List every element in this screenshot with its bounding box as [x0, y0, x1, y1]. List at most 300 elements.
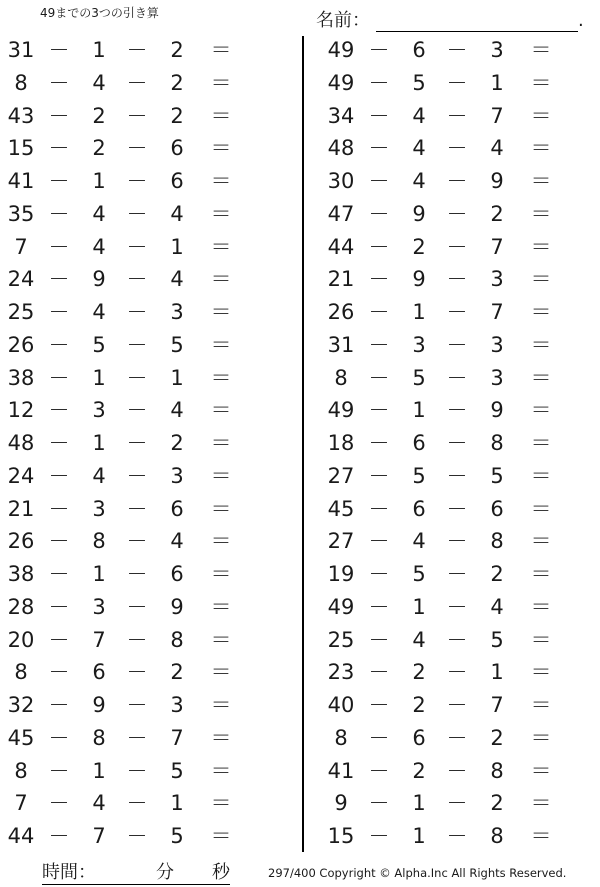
problem-row	[320, 525, 600, 557]
problem-row	[0, 67, 280, 99]
first-number: 7	[14, 791, 28, 816]
equals-sign: ＝	[210, 136, 232, 161]
problem-row	[320, 558, 600, 590]
minus-sign: －	[126, 693, 148, 717]
first-number: 38	[7, 562, 35, 586]
equals-sign: ＝	[530, 660, 552, 685]
minus-sign: －	[48, 496, 70, 521]
minus-sign: －	[368, 332, 390, 357]
third-number: 2	[490, 725, 504, 750]
problem-row	[0, 820, 280, 852]
minus-sign: －	[446, 300, 468, 324]
third-number: 3	[490, 332, 504, 357]
equals-sign: ＝	[210, 267, 232, 292]
equals-sign: ＝	[210, 463, 232, 488]
minus-sign: －	[126, 562, 148, 586]
copyright-notice: 297/400 Copyright © Alpha.Inc All Rights Reserved.	[268, 866, 567, 880]
equals-sign: ＝	[530, 431, 552, 455]
first-number: 25	[327, 627, 355, 652]
problem-row	[320, 100, 600, 132]
third-number: 2	[170, 660, 184, 685]
problem-row	[320, 820, 600, 852]
problem-row	[320, 362, 600, 394]
minus-sign: －	[368, 824, 390, 848]
third-number: 7	[170, 725, 184, 750]
first-number: 9	[334, 791, 348, 816]
problem-row	[0, 460, 280, 492]
equals-sign: ＝	[210, 824, 232, 848]
minus-sign: －	[126, 791, 148, 816]
problem-row	[0, 624, 280, 656]
equals-sign: ＝	[530, 234, 552, 259]
third-number: 5	[170, 332, 184, 357]
minus-sign: －	[446, 398, 468, 423]
first-number: 8	[334, 365, 348, 390]
minus-sign: －	[126, 594, 148, 619]
third-number: 2	[170, 431, 184, 455]
third-number: 4	[170, 267, 184, 292]
equals-sign: ＝	[210, 758, 232, 783]
minus-sign: －	[48, 594, 70, 619]
equals-sign: ＝	[530, 791, 552, 816]
second-number: 4	[412, 169, 426, 193]
first-number: 45	[327, 496, 355, 521]
first-number: 24	[7, 267, 35, 292]
minus-sign: －	[48, 70, 70, 95]
first-number: 41	[327, 758, 355, 783]
third-number: 8	[490, 824, 504, 848]
minus-sign: －	[126, 627, 148, 652]
second-number: 6	[412, 431, 426, 455]
second-number: 9	[92, 267, 106, 292]
problem-row	[320, 689, 600, 721]
second-number: 1	[92, 38, 106, 62]
second-number: 4	[92, 463, 106, 488]
minus-sign: －	[368, 70, 390, 95]
third-number: 4	[170, 201, 184, 226]
problem-row	[0, 132, 280, 164]
minus-sign: －	[48, 791, 70, 816]
minus-sign: －	[126, 332, 148, 357]
third-number: 3	[170, 300, 184, 324]
equals-sign: ＝	[530, 169, 552, 193]
equals-sign: ＝	[530, 693, 552, 717]
first-number: 8	[334, 725, 348, 750]
second-number: 2	[92, 136, 106, 161]
first-number: 26	[7, 332, 35, 357]
equals-sign: ＝	[530, 529, 552, 554]
second-number: 1	[92, 169, 106, 193]
minus-sign: －	[126, 38, 148, 62]
equals-sign: ＝	[210, 169, 232, 193]
first-number: 15	[327, 824, 355, 848]
minus-sign: －	[368, 234, 390, 259]
problem-row	[0, 100, 280, 132]
equals-sign: ＝	[530, 136, 552, 161]
name-blank-line[interactable]	[376, 13, 578, 32]
minus-sign: －	[48, 201, 70, 226]
second-number: 5	[92, 332, 106, 357]
equals-sign: ＝	[530, 70, 552, 95]
problem-row	[0, 296, 280, 328]
second-number: 2	[412, 660, 426, 685]
minus-sign: －	[446, 463, 468, 488]
minus-sign: －	[368, 398, 390, 423]
second-number: 1	[92, 562, 106, 586]
second-number: 1	[412, 824, 426, 848]
third-number: 2	[490, 791, 504, 816]
third-number: 4	[490, 594, 504, 619]
name-field[interactable]	[316, 6, 584, 32]
third-number: 6	[490, 496, 504, 521]
third-number: 4	[490, 136, 504, 161]
equals-sign: ＝	[210, 627, 232, 652]
third-number: 9	[170, 594, 184, 619]
second-number: 4	[412, 529, 426, 554]
problem-row	[320, 656, 600, 688]
third-number: 4	[170, 398, 184, 423]
problem-row	[320, 755, 600, 787]
time-record	[42, 858, 230, 885]
first-number: 28	[7, 594, 35, 619]
second-number: 1	[412, 594, 426, 619]
third-number: 8	[490, 758, 504, 783]
problem-row	[0, 591, 280, 623]
minus-sign: －	[446, 824, 468, 848]
third-number: 2	[170, 38, 184, 62]
third-number: 6	[170, 562, 184, 586]
first-number: 34	[327, 103, 355, 128]
third-number: 5	[490, 463, 504, 488]
third-number: 1	[170, 234, 184, 259]
equals-sign: ＝	[530, 267, 552, 292]
seconds-label: 秒	[212, 858, 230, 885]
equals-sign: ＝	[530, 824, 552, 848]
minus-sign: －	[446, 431, 468, 455]
problem-row	[0, 394, 280, 426]
second-number: 5	[412, 463, 426, 488]
minus-sign: －	[126, 136, 148, 161]
first-number: 15	[7, 136, 35, 161]
minus-sign: －	[368, 791, 390, 816]
minus-sign: －	[368, 594, 390, 619]
minus-sign: －	[126, 234, 148, 259]
second-number: 4	[92, 70, 106, 95]
minus-sign: －	[446, 758, 468, 783]
minus-sign: －	[368, 725, 390, 750]
minus-sign: －	[126, 758, 148, 783]
equals-sign: ＝	[530, 332, 552, 357]
problem-row	[0, 263, 280, 295]
minus-sign: －	[126, 660, 148, 685]
equals-sign: ＝	[210, 332, 232, 357]
third-number: 7	[490, 234, 504, 259]
minus-sign: －	[446, 496, 468, 521]
minus-sign: －	[446, 136, 468, 161]
third-number: 5	[170, 758, 184, 783]
minus-sign: －	[126, 103, 148, 128]
equals-sign: ＝	[530, 594, 552, 619]
equals-sign: ＝	[530, 365, 552, 390]
problem-row	[0, 165, 280, 197]
minus-sign: －	[126, 725, 148, 750]
minus-sign: －	[368, 627, 390, 652]
minus-sign: －	[48, 169, 70, 193]
equals-sign: ＝	[530, 725, 552, 750]
second-number: 1	[412, 398, 426, 423]
third-number: 8	[490, 431, 504, 455]
third-number: 8	[490, 529, 504, 554]
minus-sign: －	[48, 529, 70, 554]
equals-sign: ＝	[210, 496, 232, 521]
problem-row	[0, 427, 280, 459]
first-number: 7	[14, 234, 28, 259]
second-number: 4	[412, 136, 426, 161]
first-number: 23	[327, 660, 355, 685]
minus-sign: －	[368, 431, 390, 455]
minus-sign: －	[126, 463, 148, 488]
first-number: 48	[7, 431, 35, 455]
second-number: 6	[412, 496, 426, 521]
minus-sign: －	[368, 267, 390, 292]
second-number: 1	[92, 365, 106, 390]
minus-sign: －	[126, 70, 148, 95]
equals-sign: ＝	[210, 365, 232, 390]
equals-sign: ＝	[530, 103, 552, 128]
minus-sign: －	[368, 529, 390, 554]
second-number: 5	[412, 70, 426, 95]
first-number: 41	[7, 169, 35, 193]
problem-row	[0, 34, 280, 66]
first-number: 49	[327, 38, 355, 62]
third-number: 3	[170, 693, 184, 717]
second-number: 1	[92, 431, 106, 455]
problem-row	[0, 493, 280, 525]
minus-sign: －	[368, 660, 390, 685]
problem-row	[320, 263, 600, 295]
third-number: 6	[170, 169, 184, 193]
minus-sign: －	[126, 824, 148, 848]
second-number: 8	[92, 529, 106, 554]
minus-sign: －	[126, 201, 148, 226]
minus-sign: －	[48, 758, 70, 783]
minutes-label: 分	[156, 858, 174, 885]
minus-sign: －	[48, 693, 70, 717]
name-end-mark: .	[578, 10, 584, 31]
first-number: 18	[327, 431, 355, 455]
second-number: 8	[92, 725, 106, 750]
second-number: 1	[412, 300, 426, 324]
second-number: 3	[92, 398, 106, 423]
problem-row	[320, 296, 600, 328]
second-number: 7	[92, 627, 106, 652]
minus-sign: －	[446, 791, 468, 816]
equals-sign: ＝	[210, 398, 232, 423]
minus-sign: －	[126, 267, 148, 292]
minus-sign: －	[126, 169, 148, 193]
problem-row	[320, 427, 600, 459]
second-number: 4	[92, 201, 106, 226]
second-number: 4	[412, 103, 426, 128]
first-number: 26	[327, 300, 355, 324]
name-label: 名前：	[316, 10, 370, 31]
minus-sign: －	[368, 136, 390, 161]
first-number: 49	[327, 398, 355, 423]
problem-row	[320, 624, 600, 656]
minus-sign: －	[48, 562, 70, 586]
first-number: 44	[327, 234, 355, 259]
equals-sign: ＝	[210, 38, 232, 62]
first-number: 31	[327, 332, 355, 357]
first-number: 44	[7, 824, 35, 848]
third-number: 3	[490, 38, 504, 62]
equals-sign: ＝	[210, 562, 232, 586]
third-number: 5	[170, 824, 184, 848]
minus-sign: －	[48, 136, 70, 161]
first-number: 31	[7, 38, 35, 62]
first-number: 49	[327, 70, 355, 95]
third-number: 2	[490, 562, 504, 586]
third-number: 6	[170, 136, 184, 161]
first-number: 26	[7, 529, 35, 554]
third-number: 8	[170, 627, 184, 652]
first-number: 19	[327, 562, 355, 586]
second-number: 3	[412, 332, 426, 357]
minus-sign: －	[48, 365, 70, 390]
problem-row	[320, 198, 600, 230]
minus-sign: －	[48, 234, 70, 259]
minus-sign: －	[368, 463, 390, 488]
minus-sign: －	[446, 201, 468, 226]
second-number: 5	[412, 365, 426, 390]
problem-row	[320, 460, 600, 492]
problem-row	[0, 656, 280, 688]
first-number: 38	[7, 365, 35, 390]
first-number: 35	[7, 201, 35, 226]
second-number: 4	[92, 234, 106, 259]
minus-sign: －	[368, 300, 390, 324]
third-number: 3	[490, 365, 504, 390]
third-number: 2	[490, 201, 504, 226]
minus-sign: －	[446, 725, 468, 750]
minus-sign: －	[446, 627, 468, 652]
minus-sign: －	[48, 463, 70, 488]
equals-sign: ＝	[210, 529, 232, 554]
second-number: 9	[92, 693, 106, 717]
problem-row	[0, 558, 280, 590]
third-number: 9	[490, 398, 504, 423]
third-number: 7	[490, 693, 504, 717]
minus-sign: －	[446, 529, 468, 554]
third-number: 1	[490, 70, 504, 95]
third-number: 4	[170, 529, 184, 554]
first-number: 40	[327, 693, 355, 717]
first-number: 21	[327, 267, 355, 292]
minus-sign: －	[126, 496, 148, 521]
minus-sign: －	[48, 824, 70, 848]
minus-sign: －	[48, 103, 70, 128]
minus-sign: －	[126, 300, 148, 324]
second-number: 1	[92, 758, 106, 783]
first-number: 8	[14, 758, 28, 783]
minus-sign: －	[368, 496, 390, 521]
first-number: 32	[7, 693, 35, 717]
third-number: 2	[170, 70, 184, 95]
problem-row	[0, 722, 280, 754]
problem-row	[320, 67, 600, 99]
minus-sign: －	[446, 267, 468, 292]
minus-sign: －	[126, 398, 148, 423]
problem-row	[320, 787, 600, 819]
problem-row	[0, 755, 280, 787]
equals-sign: ＝	[530, 562, 552, 586]
first-number: 20	[7, 627, 35, 652]
minus-sign: －	[48, 267, 70, 292]
equals-sign: ＝	[210, 201, 232, 226]
first-number: 30	[327, 169, 355, 193]
second-number: 2	[412, 234, 426, 259]
equals-sign: ＝	[210, 725, 232, 750]
first-number: 24	[7, 463, 35, 488]
first-number: 45	[7, 725, 35, 750]
minus-sign: －	[446, 365, 468, 390]
equals-sign: ＝	[210, 594, 232, 619]
problem-row	[320, 231, 600, 263]
equals-sign: ＝	[210, 791, 232, 816]
minus-sign: －	[368, 693, 390, 717]
equals-sign: ＝	[210, 431, 232, 455]
problem-row	[0, 525, 280, 557]
time-label: 時間：	[42, 858, 96, 885]
third-number: 1	[170, 791, 184, 816]
minus-sign: －	[126, 365, 148, 390]
minus-sign: －	[446, 169, 468, 193]
third-number: 7	[490, 103, 504, 128]
minus-sign: －	[446, 693, 468, 717]
minus-sign: －	[446, 38, 468, 62]
first-number: 21	[7, 496, 35, 521]
minus-sign: －	[48, 660, 70, 685]
third-number: 5	[490, 627, 504, 652]
minus-sign: －	[446, 234, 468, 259]
problem-row	[320, 132, 600, 164]
problem-row	[320, 493, 600, 525]
second-number: 5	[412, 562, 426, 586]
first-number: 43	[7, 103, 35, 128]
equals-sign: ＝	[530, 627, 552, 652]
second-number: 9	[412, 201, 426, 226]
second-number: 3	[92, 496, 106, 521]
second-number: 6	[92, 660, 106, 685]
first-number: 12	[7, 398, 35, 423]
equals-sign: ＝	[530, 496, 552, 521]
problem-row	[320, 722, 600, 754]
problem-row	[320, 394, 600, 426]
minus-sign: －	[48, 332, 70, 357]
second-number: 1	[412, 791, 426, 816]
seconds-blank[interactable]	[174, 866, 212, 885]
minus-sign: －	[48, 627, 70, 652]
minutes-blank[interactable]	[96, 866, 156, 885]
minus-sign: －	[48, 38, 70, 62]
problem-row	[0, 329, 280, 361]
equals-sign: ＝	[530, 300, 552, 324]
minus-sign: －	[48, 431, 70, 455]
problem-row	[320, 165, 600, 197]
problem-row	[0, 787, 280, 819]
column-divider	[302, 36, 304, 852]
second-number: 7	[92, 824, 106, 848]
